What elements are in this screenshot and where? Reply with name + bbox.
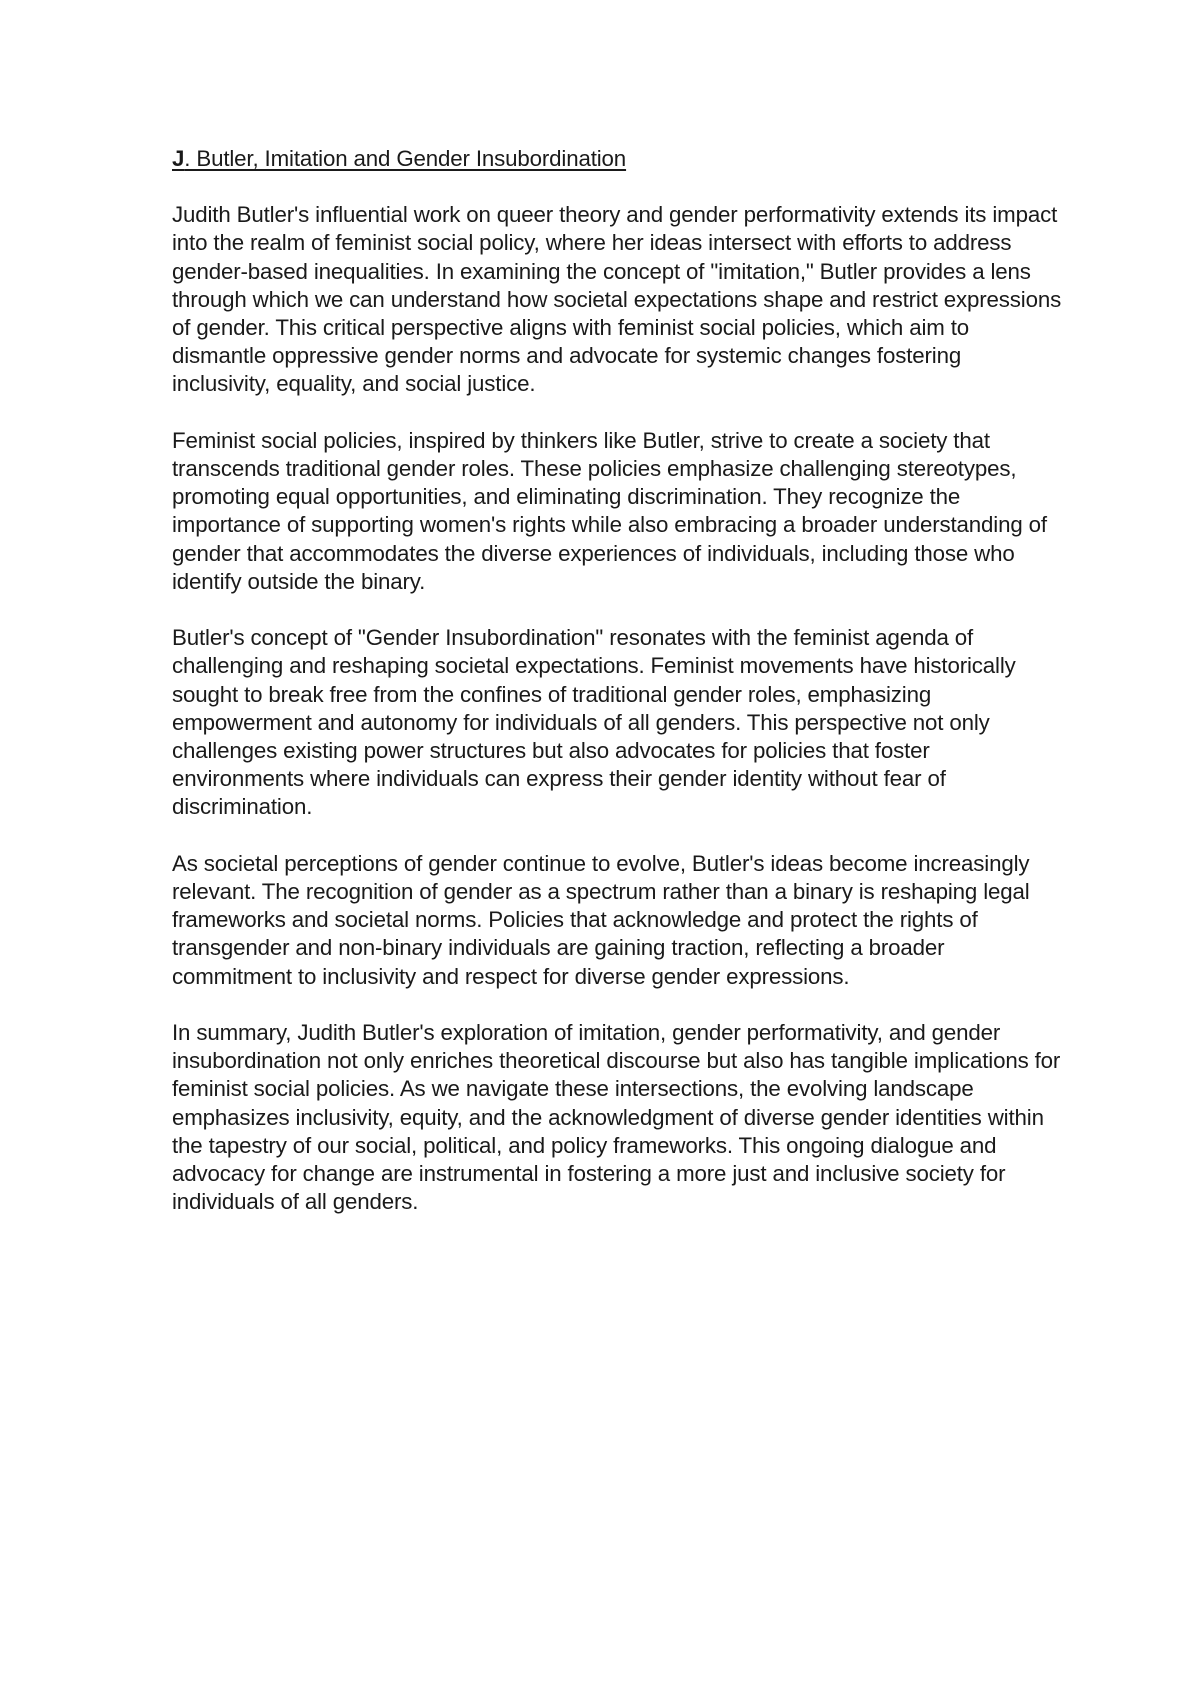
document-title [172, 145, 1062, 173]
paragraph-4: As societal perceptions of gender continue to evolve, Butler's ideas become increasingly relevant. The recognition of gender as a spectrum rather than a binary is reshaping legal frameworks and societal norms. Policies that acknowledge and protect the rights of transgender and non-binary individuals are gaining traction, reflecting a broader commitment to inclusivity and respect for diverse gender expressions. [172, 850, 1030, 989]
paragraph-1: Judith Butler's influential work on queer theory and gender performativity extends its impact into the realm of feminist social policy, where her ideas intersect with efforts to address gender-based inequalities. In examining the concept of "imitation," Butler provides a lens through which we can understand how societal expectations shape and restrict expressions of gender. This critical perspective aligns with feminist social policies, which aim to dismantle oppressive gender norms and advocate for systemic changes fostering inclusivity, equality, and social justice. [172, 202, 1062, 397]
title-text: . Butler, Imitation and Gender Insubordination [184, 146, 627, 171]
document-body [172, 145, 1062, 1245]
paragraph-2: Feminist social policies, inspired by thinkers like Butler, strive to create a society that transcends traditional gender roles. These policies emphasize challenging stereotypes, promoting equal opportunities, and eliminating discrimination. They recognize the importance of supporting women's rights while also embracing a broader understanding of gender that accommodates the diverse experiences of individuals, including those who identify outside the binary. [172, 427, 1047, 594]
paragraph-3: Butler's concept of "Gender Insubordination" resonates with the feminist agenda of challenging and reshaping societal expectations. Feminist movements have historically sought to break free from the confines of traditional gender roles, emphasizing empowerment and autonomy for individuals of all genders. This perspective not only challenges existing power structures but also advocates for policies that foster environments where individuals can express their gender identity without fear of discrimination. [172, 625, 1016, 820]
title-initial: J [172, 146, 185, 171]
paragraph-5: In summary, Judith Butler's exploration of imitation, gender performativity, and gender insubordination not only enriches theoretical discourse but also has tangible implications for feminist social policies. As we navigate these intersections, the evolving landscape emphasizes inclusivity, equity, and the acknowledgment of diverse gender identities within the tapestry of our social, political, and policy frameworks. This ongoing dialogue and advocacy for change are instrumental in fostering a more just and inclusive society for individuals of all genders. [172, 1020, 1061, 1215]
